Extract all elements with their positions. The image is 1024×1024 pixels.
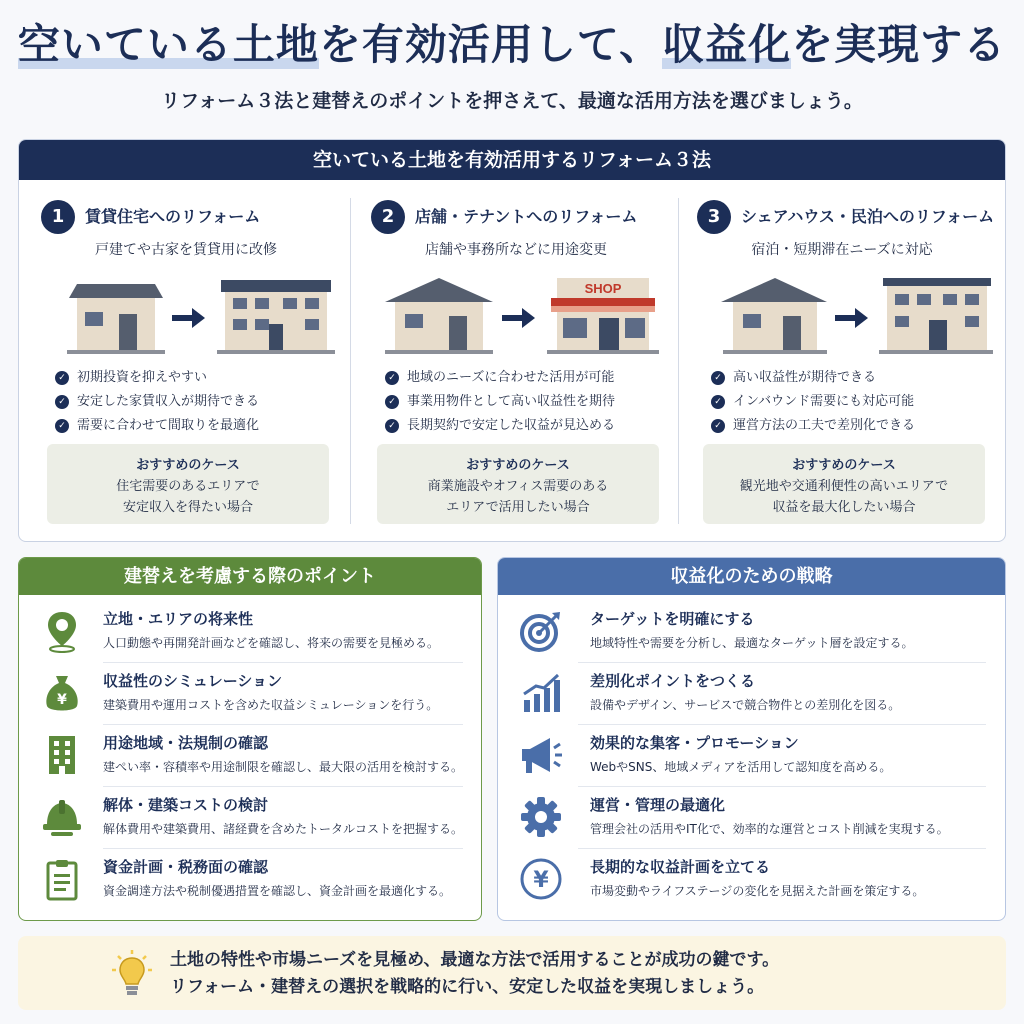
case-label: おすすめのケース xyxy=(792,458,896,473)
card-description: 宿泊・短期滞在ニーズに対応 xyxy=(751,242,933,258)
strategy-panel xyxy=(497,557,1006,921)
list-item: ✓ 高い収益性が期待できる xyxy=(711,366,915,390)
svg-text:¥: ¥ xyxy=(533,868,549,893)
card-title: シェアハウス・民泊へのリフォーム xyxy=(741,207,995,226)
clipboard-icon xyxy=(39,856,85,902)
benefit-list xyxy=(55,366,259,438)
number-badge: 2 xyxy=(371,200,405,234)
case-text: 収益を最大化したい場合 xyxy=(772,500,916,515)
divider xyxy=(578,724,986,725)
strategy-panel-heading: 収益化のための戦略 xyxy=(498,558,1005,595)
case-label: おすすめのケース xyxy=(136,458,240,473)
list-item: 運営・管理の最適化 管理会社の活用やIT化で、効率的な運営とコスト削減を実現する。 xyxy=(518,792,988,854)
list-item: ✓ 運営方法の工夫で差別化できる xyxy=(711,414,915,438)
case-text: 住宅需要のあるエリアで xyxy=(116,479,260,494)
megaphone-icon xyxy=(518,732,564,778)
case-text: エリアで活用したい場合 xyxy=(446,500,590,515)
reform-card-shop xyxy=(357,190,675,535)
rebuild-panel-heading: 建替えを考慮する際のポイント xyxy=(19,558,481,595)
page-subtitle: リフォーム３法と建替えのポイントを押さえて、最適な活用方法を選びましょう。 xyxy=(161,90,863,112)
divider xyxy=(578,662,986,663)
check-icon: ✓ xyxy=(55,371,69,385)
card-title: 賃貸住宅へのリフォーム xyxy=(85,207,261,226)
check-icon: ✓ xyxy=(385,371,399,385)
divider xyxy=(103,724,463,725)
recommended-case-box xyxy=(377,444,659,524)
divider xyxy=(103,848,463,849)
location-pin-icon xyxy=(39,608,85,654)
list-item: ターゲットを明確にする 地域特性や需要を分析し、最適なターゲット層を設定する。 xyxy=(518,606,988,668)
growth-chart-icon xyxy=(518,670,564,716)
list-item: ✓ 需要に合わせて間取りを最適化 xyxy=(55,414,259,438)
check-icon: ✓ xyxy=(55,395,69,409)
shop-icon xyxy=(547,278,659,354)
list-item: 立地・エリアの将来性 人口動態や再開発計画などを確認し、将来の需要を見極める。 xyxy=(39,606,463,668)
card-title: 店舗・テナントへのリフォーム xyxy=(415,207,638,226)
rebuild-points-panel xyxy=(18,557,482,921)
title-highlight-land: 空いている土地 xyxy=(17,20,319,69)
number-badge: 3 xyxy=(697,200,731,234)
check-icon: ✓ xyxy=(55,419,69,433)
money-bag-icon xyxy=(39,670,85,716)
recommended-case-box xyxy=(47,444,329,524)
list-item: ✓ インバウンド需要にも対応可能 xyxy=(711,390,915,414)
list-item: ✓ 長期契約で安定した収益が見込める xyxy=(385,414,615,438)
case-text: 安定収入を得たい場合 xyxy=(122,500,253,515)
list-item: 資金計画・税務面の確認 資金調達方法や税制優遇措置を確認し、資金計画を最適化する。 xyxy=(39,854,463,916)
check-icon: ✓ xyxy=(711,419,725,433)
small-house-icon xyxy=(67,284,165,354)
gear-icon xyxy=(518,794,564,840)
target-icon xyxy=(518,608,564,654)
footer-line: リフォーム・建替えの選択を戦略的に行い、安定した収益を実現しましょう。 xyxy=(170,977,765,997)
list-item: ¥ 長期的な収益計画を立てる 市場変動やライフステージの変化を見据えた計画を策定する。 xyxy=(518,854,988,916)
summary-footer xyxy=(18,936,1006,1010)
arrow-right-icon xyxy=(172,308,205,328)
list-item: ✓ 安定した家賃収入が期待できる xyxy=(55,390,259,414)
divider xyxy=(103,786,463,787)
yen-icon xyxy=(518,856,564,902)
list-item: 効果的な集客・プロモーション WebやSNS、地域メディアを活用して認知度を高める。 xyxy=(518,730,988,792)
reform-card-sharehouse xyxy=(683,190,1001,535)
case-label: おすすめのケース xyxy=(466,458,570,473)
benefit-list xyxy=(711,366,915,438)
footer-message xyxy=(170,947,779,1001)
number-badge: 1 xyxy=(41,200,75,234)
page-title xyxy=(0,12,1024,72)
list-item: 差別化ポイントをつくる 設備やデザイン、サービスで競合物件との差別化を図る。 xyxy=(518,668,988,730)
reform-section xyxy=(18,139,1006,542)
reform-card-rental xyxy=(27,190,345,535)
arrow-right-icon xyxy=(502,308,535,328)
title-text: を有効活用して、 xyxy=(318,20,663,69)
reform-section-heading: 空いている土地を有効活用するリフォーム３法 xyxy=(19,140,1005,180)
sharehouse-icon xyxy=(879,278,993,354)
column-divider xyxy=(350,198,351,524)
recommended-case-box xyxy=(703,444,985,524)
check-icon: ✓ xyxy=(385,395,399,409)
title-highlight-profit: 収益化 xyxy=(662,20,792,69)
arrow-right-icon xyxy=(835,308,868,328)
helmet-icon xyxy=(39,794,85,840)
list-item: ✓ 初期投資を抑えやすい xyxy=(55,366,259,390)
shop-sign: SHOP xyxy=(584,281,622,296)
check-icon: ✓ xyxy=(711,371,725,385)
divider xyxy=(103,662,463,663)
svg-text:¥: ¥ xyxy=(57,692,67,708)
building-icon xyxy=(39,732,85,778)
list-item: ¥ 収益性のシミュレーション 建築費用や運用コストを含めた収益シミュレーションを行う。 xyxy=(39,668,463,730)
list-item: 用途地域・法規制の確認 建ぺい率・容積率や用途制限を確認し、最大限の活用を検討する。 xyxy=(39,730,463,792)
check-icon: ✓ xyxy=(385,419,399,433)
divider xyxy=(578,786,986,787)
case-text: 商業施設やオフィス需要のある xyxy=(427,479,609,494)
card-description: 店舗や事務所などに用途変更 xyxy=(425,242,607,258)
house-to-sharehouse-illustration xyxy=(693,274,993,358)
apartment-icon xyxy=(217,280,335,354)
column-divider xyxy=(678,198,679,524)
list-item: 解体・建築コストの検討 解体費用や建築費用、諸経費を含めたトータルコストを把握する。 xyxy=(39,792,463,854)
list-item: ✓ 地域のニーズに合わせた活用が可能 xyxy=(385,366,615,390)
house-to-shop-illustration xyxy=(367,274,667,358)
house-to-apartment-illustration xyxy=(37,274,337,358)
benefit-list xyxy=(385,366,615,438)
title-text-end: を実現する xyxy=(791,20,1007,69)
divider xyxy=(578,848,986,849)
small-house-icon xyxy=(385,278,493,354)
lightbulb-icon xyxy=(110,948,154,998)
small-house-icon xyxy=(721,278,827,354)
case-text: 観光地や交通利便性の高いエリアで xyxy=(739,479,949,494)
check-icon: ✓ xyxy=(711,395,725,409)
footer-line: 土地の特性や市場ニーズを見極め、最適な方法で活用することが成功の鍵です。 xyxy=(170,950,780,970)
card-description: 戸建てや古家を賃貸用に改修 xyxy=(95,242,277,258)
list-item: ✓ 事業用物件として高い収益性を期待 xyxy=(385,390,615,414)
